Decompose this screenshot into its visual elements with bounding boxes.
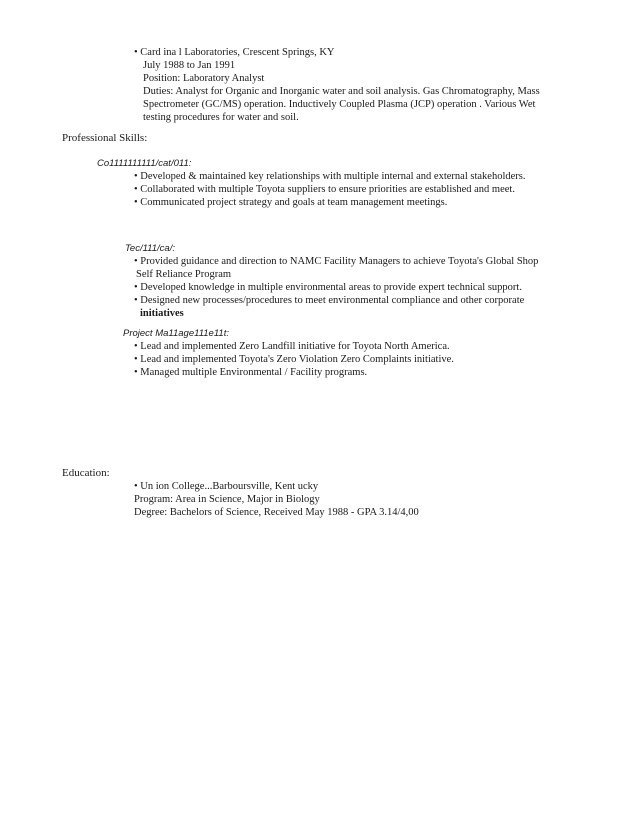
education-line: • Un ion College...Barboursville, Kent ucky [134, 481, 319, 492]
skill-bullet: • Lead and implemented Toyota's Zero Violation Zero Complaints initiative. [134, 354, 454, 365]
skills-heading: Professional Skills: [62, 132, 148, 144]
skill-bullet-continuation: Self Reliance Program [136, 269, 232, 280]
skill-bullet: • Lead and implemented Zero Landfill initiative for Toyota North America. [134, 341, 450, 352]
skill-bullet: • Managed multiple Environmental / Facility programs. [134, 367, 368, 378]
duties-line: Spectrometer (GC/MS) operation. Inductively Coupled Plasma (JCP) operation . Various Wet [143, 99, 536, 110]
duties-line: testing procedures for water and soil. [143, 112, 299, 123]
skill-bullet: • Designed new processes/procedures to meet environmental compliance and other corporate [134, 295, 525, 306]
education-line: Degree: Bachelors of Science, Received May 1988 - GPA 3.14/4,00 [134, 507, 419, 518]
skill-group-title: Tec/111/ca/: [125, 243, 175, 254]
education-heading: Education: [62, 467, 110, 479]
skill-group-title: Project Ma11age111e11t: [123, 328, 229, 339]
skill-bullet: • Collaborated with multiple Toyota suppliers to ensure priorities are established and meet. [134, 184, 515, 195]
duties-line: Duties: Analyst for Organic and Inorganic water and soil analysis. Gas Chromatography, Mass [143, 86, 540, 97]
skill-bullet: • Provided guidance and direction to NAMC Facility Managers to achieve Toyota's Global Shop [134, 256, 539, 267]
education-line: Program: Area in Science, Major in Biology [134, 494, 320, 505]
employer-line: • Card ina l Laboratories, Crescent Springs, KY [134, 47, 335, 58]
skill-bullet: • Developed knowledge in multiple environmental areas to provide expert technical support. [134, 282, 522, 293]
skill-group-title: Co1111111111/cat/011: [97, 158, 192, 169]
employment-dates: July 1988 to Jan 1991 [143, 60, 236, 71]
skill-bullet-continuation: initiatives [140, 308, 184, 319]
position-line: Position: Laboratory Analyst [143, 73, 265, 84]
skill-bullet: • Communicated project strategy and goals at team management meetings. [134, 197, 448, 208]
skill-bullet: • Developed & maintained key relationships with multiple internal and external stakeholders. [134, 171, 526, 182]
